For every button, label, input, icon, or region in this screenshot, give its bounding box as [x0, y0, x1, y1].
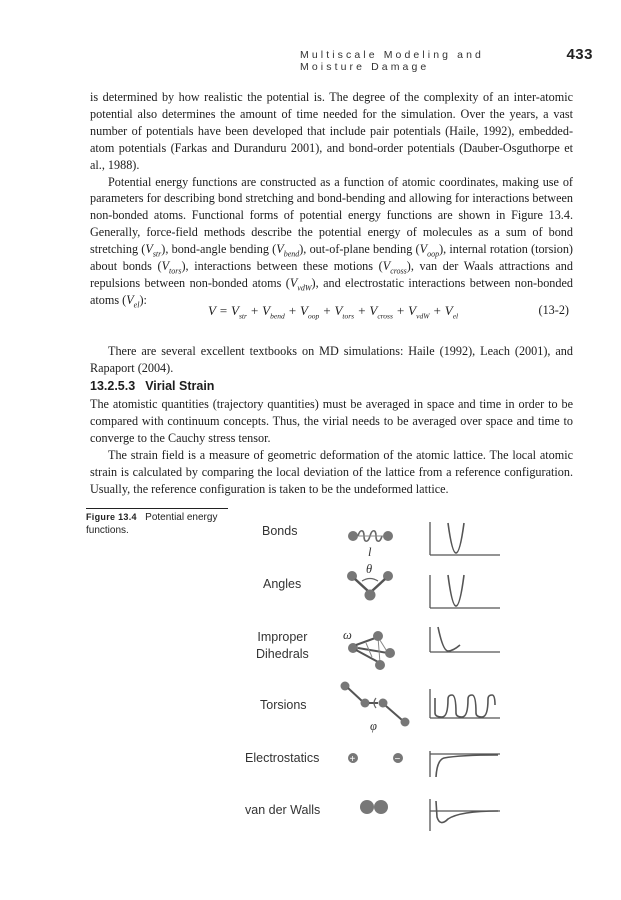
- svg-text:V: V: [420, 677, 428, 691]
- body-text-top: [90, 89, 573, 309]
- paragraph-virial: The atomistic quantities (trajectory quantities) must be averaged in space and time in order to be compared with continuum concepts. Thus, the virial needs to be averaged over space and time to converge to the Cauchy stress tensor.: [90, 397, 573, 445]
- angle-molecule-icon: [347, 562, 393, 601]
- bond-potential-graph: [420, 510, 514, 577]
- body-text-bottom: [90, 396, 573, 497]
- page-number: 433: [566, 46, 593, 63]
- van-der-waals-icon: [360, 800, 388, 814]
- label-van-der-walls: van der Walls: [245, 803, 321, 817]
- paragraph-strain: The strain field is a measure of geometric deformation of the atomic lattice. The local atomic strain is calculated by comparing the local deviation of the lattice from a reference configuration. Usually, the reference configuration is taken to be the undeformed lattice.: [90, 447, 573, 496]
- bond-molecule-icon: [348, 531, 393, 559]
- torsion-icon: [341, 682, 410, 734]
- label-angles: Angles: [263, 577, 302, 591]
- label-torsions: Torsions: [260, 698, 307, 712]
- section-title: Virial Strain: [145, 379, 215, 393]
- svg-text:l: l: [510, 546, 514, 560]
- electrostatic-potential-graph: [420, 739, 515, 777]
- vdw-potential-graph: [420, 788, 515, 831]
- equation-number: (13-2): [538, 303, 569, 317]
- caption-text: Potential energy functions.: [86, 512, 218, 536]
- potential-energy-diagram: [230, 505, 590, 840]
- running-header: [300, 46, 601, 73]
- caption-rule: [86, 508, 228, 509]
- running-title: Multiscale Modeling and Moisture Damage: [300, 49, 484, 73]
- label-improper-dihedrals: Improper Dihedrals: [256, 630, 309, 661]
- improper-var: ω: [343, 628, 352, 642]
- svg-text:V: V: [420, 739, 428, 753]
- body-text-middle: [90, 343, 573, 377]
- paragraph-2: Potential energy functions are constructed as a function of atomic coordinates, making use of parameters for describing bond stretching and bond-bending and allowing for interactions between non-bonded atoms. Functional forms of potential energy functions are shown in Figure 13.4. Generally, force-field methods describe the potential energy of molecules as a sum of bond stretching $(V_{str})$, bond-angle bending $(V_{bend})$, out-of-plane bending $(V_{oop})$, internal rotation (torsion) about bonds $(V_{tors})$, interactions between these motions $(V_{cross})$, van der Waals attractions and repulsions between non-bonded atoms $(V_{vdW})$, and electrostatic interactions between non-bonded atoms $(V_{el})$:: [90, 174, 573, 310]
- label-bonds: Bonds: [262, 524, 298, 538]
- bond-length-var: l: [368, 545, 372, 559]
- torsion-var: φ: [370, 719, 377, 733]
- svg-text:V: V: [420, 616, 428, 630]
- electrostatics-icon: [348, 753, 403, 765]
- svg-text:V: V: [420, 788, 428, 802]
- plus-charge-icon: +: [349, 754, 356, 765]
- section-number: 13.2.5.3: [90, 379, 136, 393]
- svg-text:ω: ω: [512, 644, 521, 658]
- svg-text:r: r: [510, 804, 515, 818]
- improper-dihedral-icon: [343, 628, 395, 670]
- paragraph-textbooks: There are several excellent textbooks on MD simulations: Haile (1992), Leach (2001), and Rapaport (2004).: [90, 344, 573, 375]
- section-heading: [90, 379, 214, 393]
- caption-label: Figure 13.4: [86, 512, 137, 522]
- figure-13-4: [230, 505, 590, 840]
- figure-caption: [86, 511, 226, 537]
- torsion-potential-graph: [420, 677, 519, 724]
- svg-text:V: V: [420, 510, 428, 524]
- svg-text:θ: θ: [510, 599, 517, 613]
- svg-text:φ: φ: [512, 710, 519, 724]
- svg-text:V: V: [420, 563, 428, 577]
- angle-var: θ: [366, 562, 373, 576]
- equation-13-2: [90, 303, 573, 323]
- minus-charge-icon: −: [394, 754, 401, 765]
- angle-potential-graph: [420, 563, 516, 630]
- improper-eq-var: $\omega_0$: [436, 656, 450, 672]
- bond-eq-var: $l_0$: [446, 561, 454, 577]
- label-electrostatics: Electrostatics: [245, 751, 320, 765]
- improper-potential-graph: [420, 616, 521, 672]
- paragraph-1: is determined by how realistic the potential is. The degree of the complexity of an inter-atomic potential also determines the amount of time needed for the simulation. Over the years, a vast number of potentials have been developed that include pair potentials (Haile, 1992), embedded-atom potentials (Farkas and Duranduru 2001), and bond-order potentials (Dauber-Osguthorpe et al., 1988).: [90, 90, 573, 172]
- angle-eq-var: $\theta_0$: [446, 614, 457, 630]
- equation-expression: $V = V_{str} + V_{bend} + V_{oop} + V_{tors} + V_{cross} + V_{vdW} + V_{el}$: [208, 303, 459, 321]
- svg-text:r: r: [510, 748, 515, 762]
